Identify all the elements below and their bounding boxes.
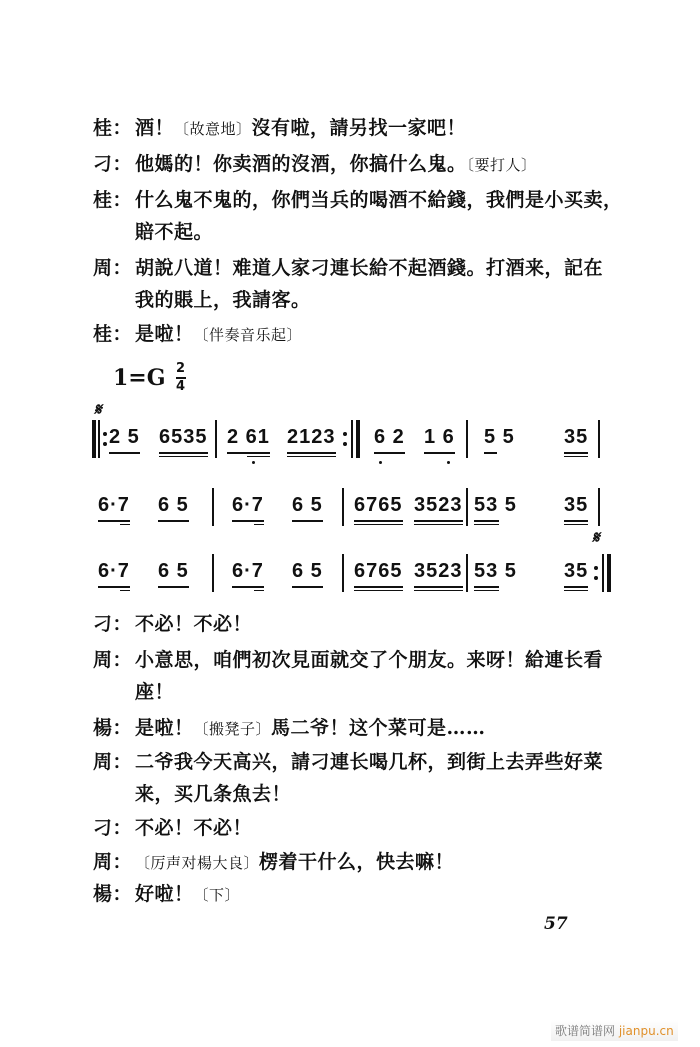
speaker: 刁： [93,613,133,635]
barline [598,420,600,458]
notes: 6·7 [232,494,264,516]
line-text: 胡說八道！难道人家刁連长給不起酒錢。打酒来，記在 [135,257,604,279]
line-text: 二爷我今天高兴，請刁連长喝几杯，到街上去弄些好菜 [135,751,604,773]
note-group [98,494,130,517]
key-label: 1=G [113,365,166,391]
barline [212,554,214,592]
repeat-dot [343,442,347,446]
line-text: 来，买几条魚去！ [135,783,292,805]
dialogue-line-continued [135,680,174,704]
segno-icon: 𝄋 [94,400,102,420]
dialogue-line [93,612,252,636]
speaker: 桂： [93,323,133,345]
speaker: 刁： [93,817,133,839]
note-group [292,494,323,517]
note-group [414,560,463,583]
stage-direction: 〔下〕 [193,886,241,904]
dialogue-line-continued [135,288,311,312]
line-text: 是啦！ [135,717,194,739]
repeat-dot [594,576,598,580]
notes: 53 5 [474,494,517,516]
note-group [158,494,189,517]
line-text: 不必！不必！ [135,613,253,635]
stage-direction: 〔要打人〕 [466,156,537,174]
speaker: 周： [93,751,133,773]
dialogue-line-continued [135,782,291,806]
speaker: 刁： [93,153,133,175]
segno-icon: 𝄋 [592,528,600,548]
page-number: 57 [544,914,568,934]
speaker: 桂： [93,117,133,139]
speaker: 周： [93,649,133,671]
note-group [287,426,336,449]
line-text: 沒有啦，請另找一家吧！ [251,117,467,139]
note-group [414,494,463,517]
dialogue-line [93,256,603,280]
barline [602,554,604,592]
notes: 6765 [354,560,403,582]
dialogue-line [93,116,466,141]
watermark-site: 歌谱简谱网 [555,1024,616,1038]
line-text: 賠不起。 [135,221,214,243]
speaker: 周： [93,851,133,873]
notes: 6 5 [292,560,323,582]
notes: 1 6 [424,426,455,448]
notes: 6535 [159,426,208,448]
dialogue-line [93,152,537,177]
note-group [158,560,189,583]
line-text: 我的賬上，我請客。 [135,289,311,311]
note-group [232,494,264,517]
barline [342,488,344,526]
stage-direction: 〔伴奏音乐起〕 [193,326,303,344]
barline [466,554,468,592]
line-text: 馬二爷！这个菜可是…… [271,717,486,739]
stage-direction: 〔搬凳子〕 [193,720,272,738]
note-group [232,560,264,583]
barline [342,554,344,592]
notes: 35 [564,560,589,582]
time-signature [176,362,186,394]
repeat-dot [103,442,107,446]
barline [466,488,468,526]
line-text: 座！ [135,681,175,703]
note-group [484,426,515,449]
speaker: 楊： [93,717,133,739]
line-text: 什么鬼不鬼的，你們当兵的喝酒不給錢，我們是小买卖， [135,189,623,211]
notes: 3523 [414,560,463,582]
note-group [564,560,588,583]
barline [351,420,353,458]
note-group [227,426,270,449]
speaker: 楊： [93,883,133,905]
line-text: 他媽的！你卖酒的沒酒，你搞什么鬼。 [135,153,467,175]
note-group [354,560,403,583]
notes: 2123 [287,426,336,448]
notes: 6 5 [158,494,189,516]
dialogue-line-continued [135,220,213,244]
repeat-end-barline [356,420,360,458]
barline [212,488,214,526]
note-group [564,494,588,517]
time-sig-top: 2 [176,361,186,376]
note-group [354,494,403,517]
note-group [564,426,588,449]
notation-row-3 [92,528,622,596]
notes: 6 5 [158,560,189,582]
notes: 53 5 [474,560,517,582]
line-text: 好啦！ [135,883,194,905]
line-text: 不必！不必！ [135,817,253,839]
note-group [474,560,517,583]
notes: 35 [564,494,589,516]
repeat-start-barline [92,420,96,458]
line-text: 楞着干什么，快去嘛！ [259,851,455,873]
speaker: 桂： [93,189,133,211]
dialogue-line [93,648,603,672]
barline [466,420,468,458]
notation-row-1 [92,400,622,462]
line-text: 小意思，咱們初次見面就交了个朋友。来呀！給連长看 [135,649,604,671]
notation-row-2 [92,486,622,530]
notes: 6·7 [232,560,264,582]
stage-direction: 〔厉声对楊大良〕 [135,854,260,872]
dialogue-line [93,882,240,907]
repeat-dot [343,432,347,436]
repeat-dot [103,432,107,436]
repeat-end-barline [607,554,611,592]
dialogue-line [93,850,454,875]
dialogue-line [93,816,252,840]
barline [98,420,100,458]
notes: 35 [564,426,589,448]
line-text: 是啦！ [135,323,194,345]
note-group [98,560,130,583]
note-group [292,560,323,583]
stage-direction: 〔故意地〕 [174,120,252,138]
notes: 2 61 [227,426,270,448]
repeat-dot [594,566,598,570]
note-group [159,426,208,449]
note-group [109,426,140,449]
line-text: 酒！ [135,117,175,139]
note-group [474,494,517,517]
notes: 5 5 [484,426,515,448]
barline [598,488,600,526]
notes: 6·7 [98,494,130,516]
key-signature [113,362,186,394]
notes: 6·7 [98,560,130,582]
dialogue-line [93,716,486,741]
watermark [551,1020,678,1041]
dialogue-line [93,188,623,212]
barline [215,420,217,458]
speaker: 周： [93,257,133,279]
note-group [374,426,405,449]
dialogue-line [93,322,302,347]
time-sig-bottom: 4 [176,379,186,394]
notes: 2 5 [109,426,140,448]
watermark-url: jianpu.cn [618,1024,674,1038]
notes: 6765 [354,494,403,516]
note-group [424,426,455,449]
notes: 6 5 [292,494,323,516]
notes: 6 2 [374,426,405,448]
dialogue-line [93,750,603,774]
notes: 3523 [414,494,463,516]
